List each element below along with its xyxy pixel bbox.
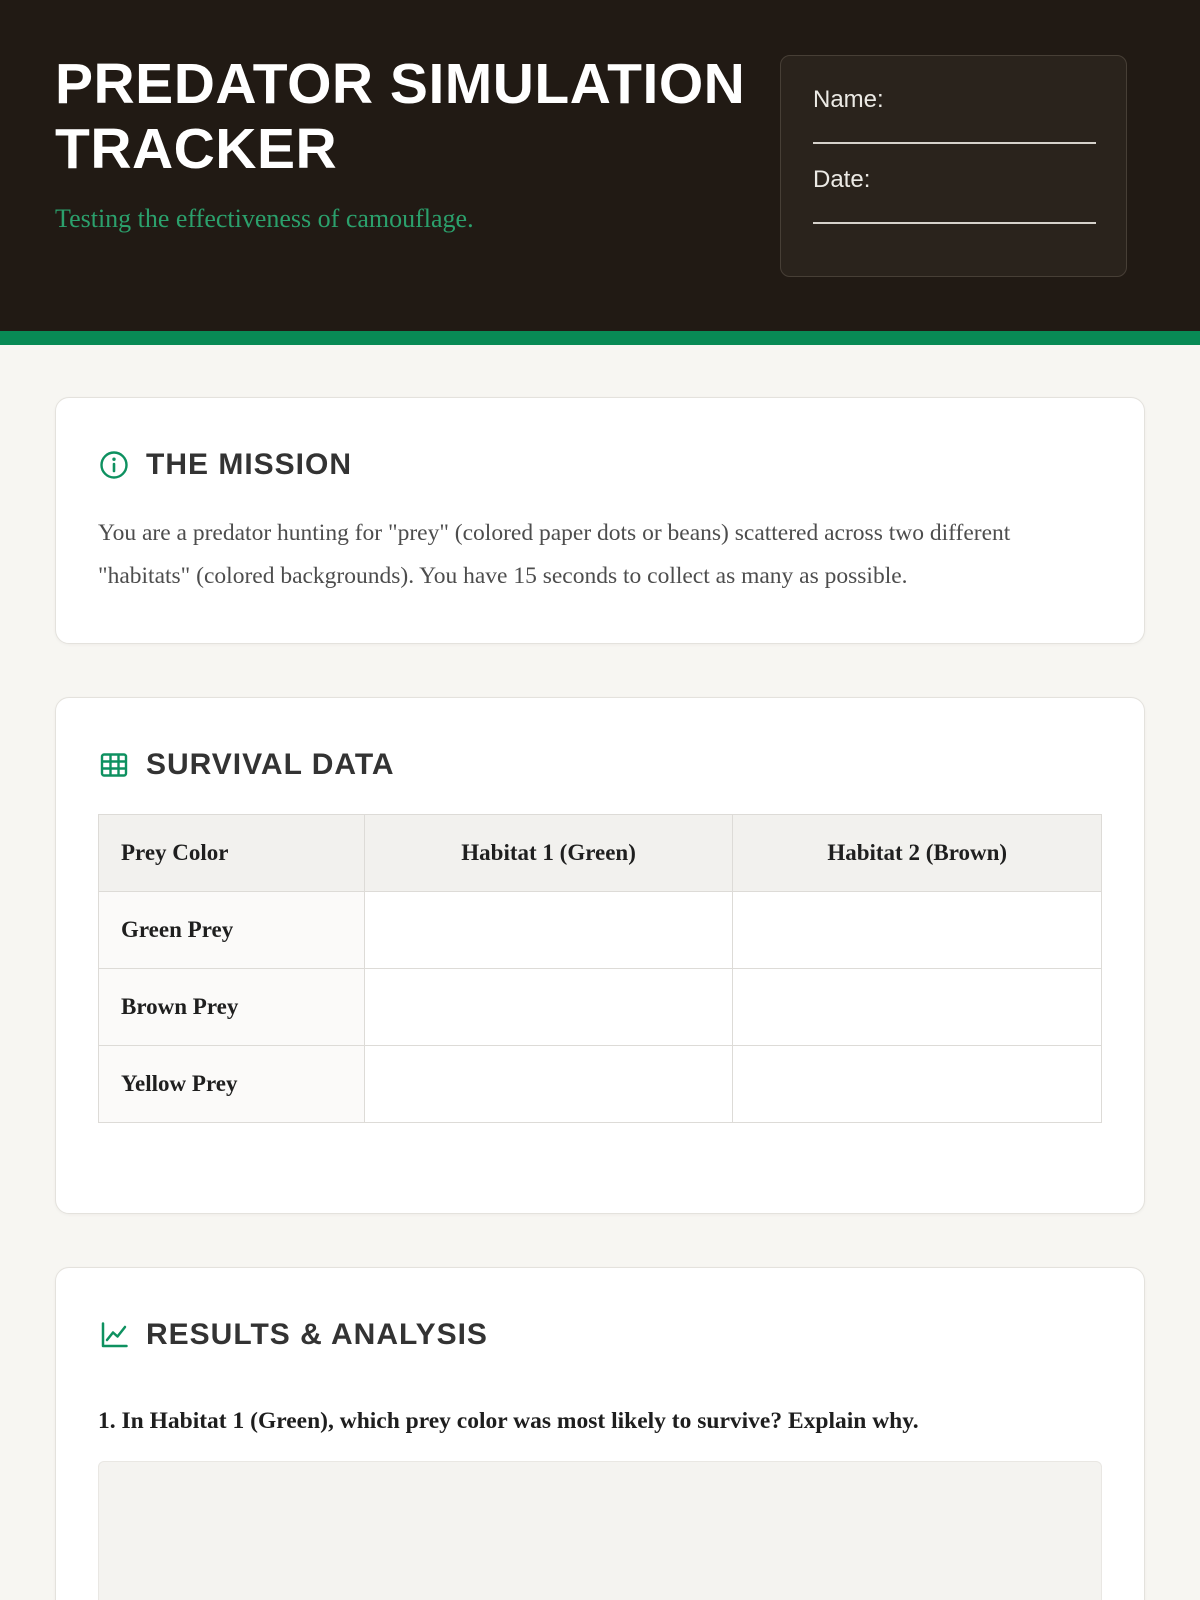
row-label-green-prey: Green Prey	[99, 891, 365, 968]
cell-green-habitat-2[interactable]	[733, 891, 1102, 968]
date-write-line[interactable]	[813, 194, 1096, 224]
survival-table	[98, 814, 1102, 1123]
table-row	[99, 1045, 1102, 1122]
cell-green-habitat-1[interactable]	[364, 891, 733, 968]
cell-yellow-habitat-2[interactable]	[733, 1045, 1102, 1122]
table-row	[99, 968, 1102, 1045]
page-title: PREDATOR SIMULATION TRACKER	[55, 52, 746, 181]
row-label-brown-prey: Brown Prey	[99, 968, 365, 1045]
date-label: Date:	[813, 166, 871, 193]
question-1-answer-area[interactable]	[98, 1461, 1102, 1600]
column-header-habitat-2: Habitat 2 (Brown)	[733, 814, 1102, 891]
table-row	[99, 891, 1102, 968]
survival-heading-row	[98, 748, 1102, 782]
table-header-row	[99, 814, 1102, 891]
cell-brown-habitat-2[interactable]	[733, 968, 1102, 1045]
row-label-yellow-prey: Yellow Prey	[99, 1045, 365, 1122]
cell-yellow-habitat-1[interactable]	[364, 1045, 733, 1122]
name-label: Name:	[813, 86, 884, 113]
survival-data-card	[55, 697, 1145, 1214]
results-heading-row	[98, 1318, 1102, 1352]
column-header-habitat-1: Habitat 1 (Green)	[364, 814, 733, 891]
table-icon	[98, 749, 130, 781]
name-date-box	[780, 55, 1127, 277]
survival-heading: SURVIVAL DATA	[146, 747, 395, 781]
column-header-prey-color: Prey Color	[99, 814, 365, 891]
results-heading: RESULTS & ANALYSIS	[146, 1317, 488, 1351]
main-content	[0, 345, 1200, 1600]
results-card	[55, 1267, 1145, 1600]
mission-heading: THE MISSION	[146, 448, 353, 481]
mission-body: You are a predator hunting for "prey" (colored paper dots or beans) scattered across two different "habitats" (colored backgrounds). You have 15 seconds to collect as many as possible.	[98, 520, 1011, 589]
mission-card	[55, 397, 1145, 644]
header	[0, 0, 1200, 331]
page-subtitle: Testing the effectiveness of camouflage.	[55, 203, 474, 233]
cell-brown-habitat-1[interactable]	[364, 968, 733, 1045]
mission-heading-row	[98, 448, 1102, 482]
info-icon	[98, 449, 130, 481]
header-accent-bar	[0, 331, 1200, 345]
chart-line-icon	[98, 1319, 130, 1351]
name-write-line[interactable]	[813, 114, 1096, 144]
question-1-label: 1. In Habitat 1 (Green), which prey color was most likely to survive? Explain why.	[98, 1407, 919, 1434]
